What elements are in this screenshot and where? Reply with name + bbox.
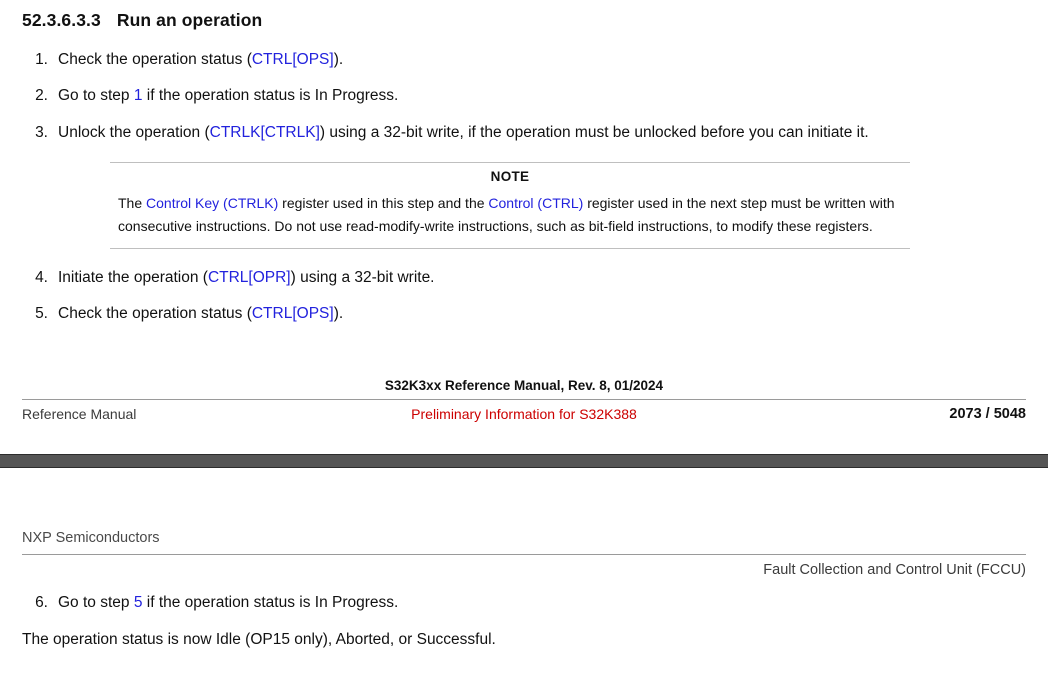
list-item bbox=[0, 267, 1048, 289]
footer-page-number: 2073 / 5048 bbox=[949, 405, 1026, 422]
cross-reference-link[interactable]: 1 bbox=[133, 87, 143, 105]
cross-reference-link[interactable]: 5 bbox=[133, 593, 143, 611]
cross-reference-link[interactable]: Control (CTRL) bbox=[488, 195, 584, 212]
list-item-number: 2. bbox=[35, 87, 48, 105]
list-item-text bbox=[58, 592, 1048, 614]
text-run: register used in the next step must be written with consecutive instructions. Do not use read-modify-write instructions, such as bit-field instructions, to modify these registers. bbox=[118, 195, 895, 235]
list-item-number: 1. bbox=[35, 51, 48, 68]
list-item bbox=[0, 303, 1048, 325]
note-title: NOTE bbox=[490, 169, 530, 185]
list-item-text bbox=[58, 267, 1048, 289]
text-run: Initiate the operation ( bbox=[58, 268, 208, 286]
note-body bbox=[110, 192, 910, 247]
list-item-text bbox=[58, 85, 1048, 107]
note-block bbox=[110, 162, 910, 248]
list-item bbox=[0, 85, 1048, 107]
cross-reference-link[interactable]: CTRL[OPS] bbox=[251, 51, 334, 68]
page-title bbox=[0, 0, 1048, 31]
text-run: if the operation status is In Progress. bbox=[142, 593, 399, 611]
text-run: ) using a 32-bit write, if the operation must be unlocked before you can initiate it. bbox=[319, 123, 869, 141]
procedure-steps-top bbox=[0, 49, 1048, 144]
page-header-company: NXP Semiconductors bbox=[22, 529, 160, 546]
footer-manual-title: S32K3xx Reference Manual, Rev. 8, 01/2024 bbox=[384, 377, 664, 393]
cross-reference-link[interactable]: CTRL[OPR] bbox=[207, 268, 291, 286]
footer-preliminary-notice: Preliminary Information for S32K388 bbox=[411, 405, 637, 422]
list-item bbox=[0, 592, 1048, 614]
text-run: The bbox=[118, 195, 147, 212]
list-item-number: 4. bbox=[35, 268, 48, 286]
list-item-number: 5. bbox=[35, 305, 48, 323]
text-run: if the operation status is In Progress. bbox=[142, 87, 399, 105]
note-top-divider bbox=[110, 162, 910, 163]
cross-reference-link[interactable]: CTRL[OPS] bbox=[251, 305, 334, 323]
footer-left-label: Reference Manual bbox=[22, 405, 137, 422]
list-item-number: 6. bbox=[35, 593, 48, 611]
text-run: Go to step bbox=[58, 87, 134, 105]
footer-divider bbox=[22, 399, 1026, 400]
list-item bbox=[0, 49, 1048, 71]
procedure-steps-bottom bbox=[0, 267, 1048, 326]
page-separator bbox=[0, 454, 1048, 468]
closing-paragraph: The operation status is now Idle (OP15 only), Aborted, or Successful. bbox=[22, 631, 496, 649]
text-run: register used in this step and the bbox=[278, 195, 489, 212]
text-run: Unlock the operation ( bbox=[58, 123, 210, 141]
list-item-number: 3. bbox=[35, 123, 48, 141]
page-header-divider bbox=[22, 554, 1026, 555]
list-item-text bbox=[58, 49, 1048, 71]
text-run: Check the operation status ( bbox=[58, 305, 252, 323]
text-run: ) using a 32-bit write. bbox=[290, 268, 435, 286]
list-item-text bbox=[58, 303, 1048, 325]
section-title: Run an operation bbox=[116, 10, 263, 30]
next-page bbox=[0, 468, 1048, 649]
list-item-text bbox=[58, 122, 1048, 144]
section-number: 52.3.6.3.3 bbox=[22, 10, 101, 30]
procedure-steps-continued bbox=[0, 592, 1048, 614]
cross-reference-link[interactable]: Control Key (CTRLK) bbox=[146, 195, 279, 212]
page-header-chapter-title: Fault Collection and Control Unit (FCCU) bbox=[763, 561, 1026, 578]
list-item bbox=[0, 122, 1048, 144]
text-run: ). bbox=[333, 305, 344, 323]
cross-reference-link[interactable]: CTRLK[CTRLK] bbox=[209, 123, 320, 141]
text-run: Check the operation status ( bbox=[58, 51, 252, 68]
text-run: Go to step bbox=[58, 593, 134, 611]
page-footer bbox=[0, 378, 1048, 426]
note-bottom-divider bbox=[110, 248, 910, 249]
text-run: ). bbox=[333, 51, 344, 68]
